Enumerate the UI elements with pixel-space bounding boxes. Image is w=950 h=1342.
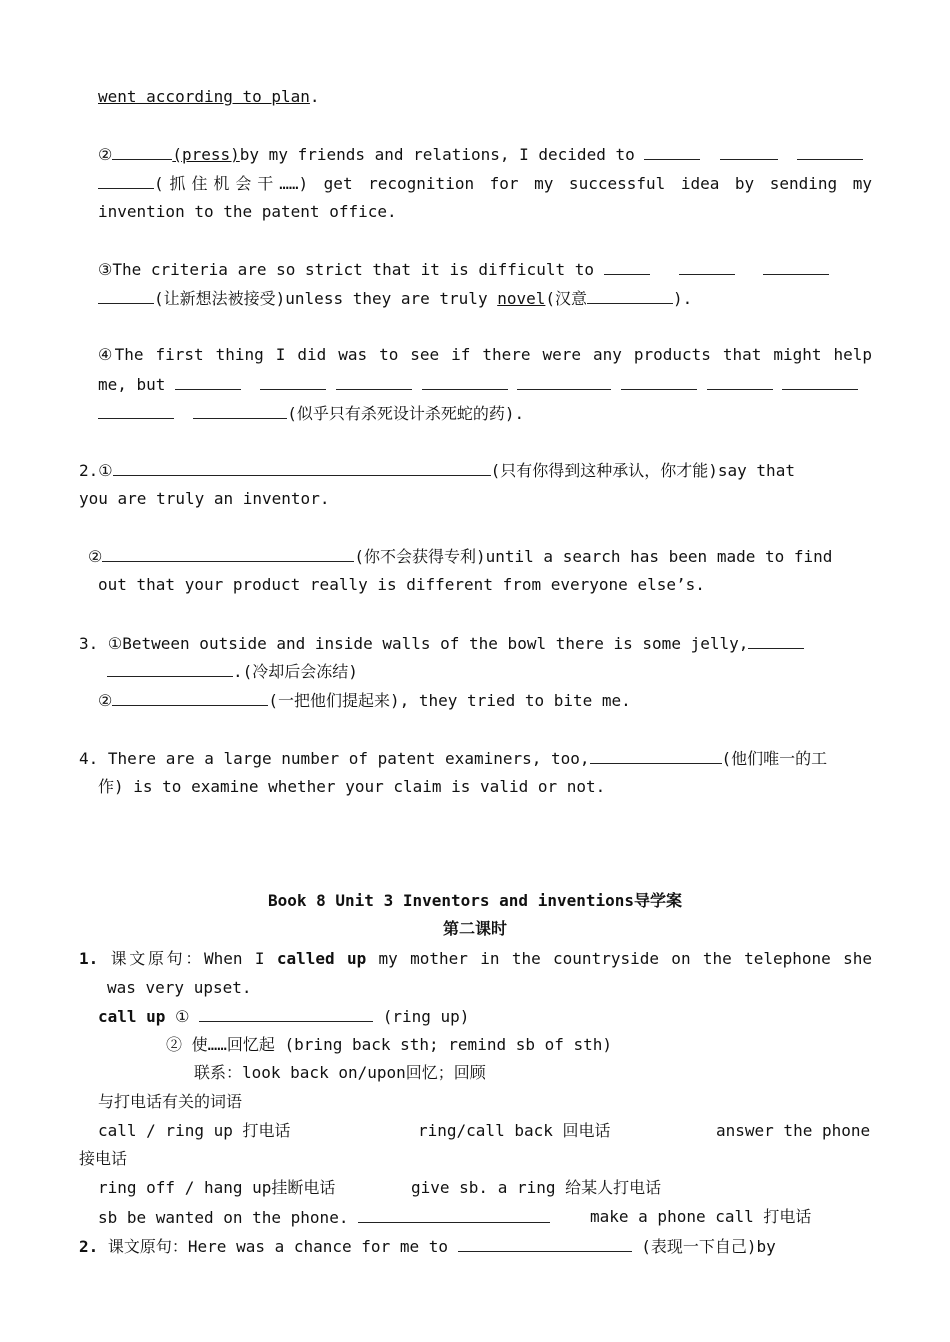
- answer-blank[interactable]: [260, 373, 326, 390]
- text-line: 作) is to examine whether your claim is valid or not.: [98, 777, 606, 796]
- question-3b-line: ② (一把他们提起来), they tried to bite me.: [98, 691, 631, 710]
- answer-blank[interactable]: [175, 373, 241, 390]
- call-up-line: call up ① (ring up): [98, 1007, 470, 1026]
- text-line: (抓住机会干……) get recognition for my successful idea by sending my: [98, 172, 872, 195]
- text-line: you are truly an inventor.: [79, 489, 330, 508]
- answer-blank[interactable]: [336, 373, 412, 390]
- text-line: went according to plan.: [98, 87, 320, 106]
- text-line: me, but: [98, 373, 872, 396]
- phrase: make a phone call 打电话: [590, 1207, 812, 1226]
- question-3-line: ③The criteria are so strict that it is difficult to: [98, 258, 872, 281]
- text-line: 与打电话有关的词语: [98, 1092, 243, 1111]
- answer-blank[interactable]: [590, 747, 722, 764]
- answer-blank[interactable]: [748, 632, 804, 649]
- text-line: 联系：look back on/upon回忆；回顾: [194, 1063, 486, 1082]
- answer-blank[interactable]: [107, 660, 233, 677]
- text-line: (让新想法被接受)unless they are truly novel(汉意 ).: [98, 287, 692, 310]
- section-subtitle: 第二课时: [442, 919, 507, 938]
- text-line: ② 使……回忆起 (bring back sth; remind sb of sth): [166, 1035, 613, 1054]
- answer-blank[interactable]: [797, 143, 863, 160]
- question-2-line: ② (press)by my friends and relations, I decided to: [98, 143, 872, 166]
- answer-blank[interactable]: [358, 1206, 550, 1223]
- answer-blank[interactable]: [98, 402, 174, 419]
- text-line: was very upset.: [107, 978, 252, 997]
- phrase: answer the phone: [716, 1121, 871, 1140]
- answer-blank[interactable]: [113, 459, 491, 476]
- answer-blank[interactable]: [763, 258, 829, 275]
- answer-blank[interactable]: [720, 143, 778, 160]
- phrase: call / ring up 打电话: [98, 1121, 291, 1140]
- question-4a-line: 4. There are a large number of patent examiners, too, (他们唯一的工: [79, 749, 828, 768]
- phrase: ring off / hang up挂断电话: [98, 1178, 336, 1197]
- phrase: give sb. a ring 给某人打电话: [411, 1178, 662, 1197]
- phrase: 接电话: [79, 1149, 128, 1168]
- question-4-line: ④The first thing I did was to see if there were any products that might help: [98, 345, 872, 364]
- answer-blank[interactable]: [621, 373, 697, 390]
- section-title: Book 8 Unit 3 Inventors and inventions导学案: [267, 891, 683, 910]
- question-2a-line: 2.① (只有你得到这种承认，你才能)say that: [79, 461, 795, 480]
- text-line: (似乎只有杀死设计杀死蛇的药).: [98, 402, 524, 425]
- phrase: sb be wanted on the phone.: [98, 1206, 550, 1229]
- text-line: invention to the patent office.: [98, 202, 397, 221]
- answer-blank[interactable]: [112, 143, 172, 160]
- answer-blank[interactable]: [587, 287, 673, 304]
- item-1-line: 1. 课文原句：When I called up my mother in the countryside on the telephone she: [79, 949, 873, 968]
- phrase: ring/call back 回电话: [418, 1121, 611, 1140]
- question-3a-line: 3. ①Between outside and inside walls of the bowl there is some jelly,: [79, 632, 872, 655]
- answer-blank[interactable]: [98, 287, 154, 304]
- answer-blank[interactable]: [102, 545, 354, 562]
- answer-blank[interactable]: [199, 1005, 373, 1022]
- answer-blank[interactable]: [422, 373, 508, 390]
- answer-blank[interactable]: [98, 172, 154, 189]
- text-line: out that your product really is different from everyone else’s.: [98, 575, 705, 594]
- item-2-line: 2. 课文原句：Here was a chance for me to (表现一下自己)by: [79, 1237, 776, 1256]
- answer-blank[interactable]: [644, 143, 700, 160]
- answer-blank[interactable]: [517, 373, 611, 390]
- answer-blank[interactable]: [458, 1235, 632, 1252]
- answer-blank[interactable]: [782, 373, 858, 390]
- text-line: .(冷却后会冻结): [107, 660, 358, 683]
- answer-blank[interactable]: [604, 258, 650, 275]
- answer-blank[interactable]: [679, 258, 735, 275]
- answer-blank[interactable]: [707, 373, 773, 390]
- answer-blank[interactable]: [193, 402, 287, 419]
- question-2b-line: ② (你不会获得专利)until a search has been made to find: [88, 547, 833, 566]
- answer-blank[interactable]: [112, 689, 268, 706]
